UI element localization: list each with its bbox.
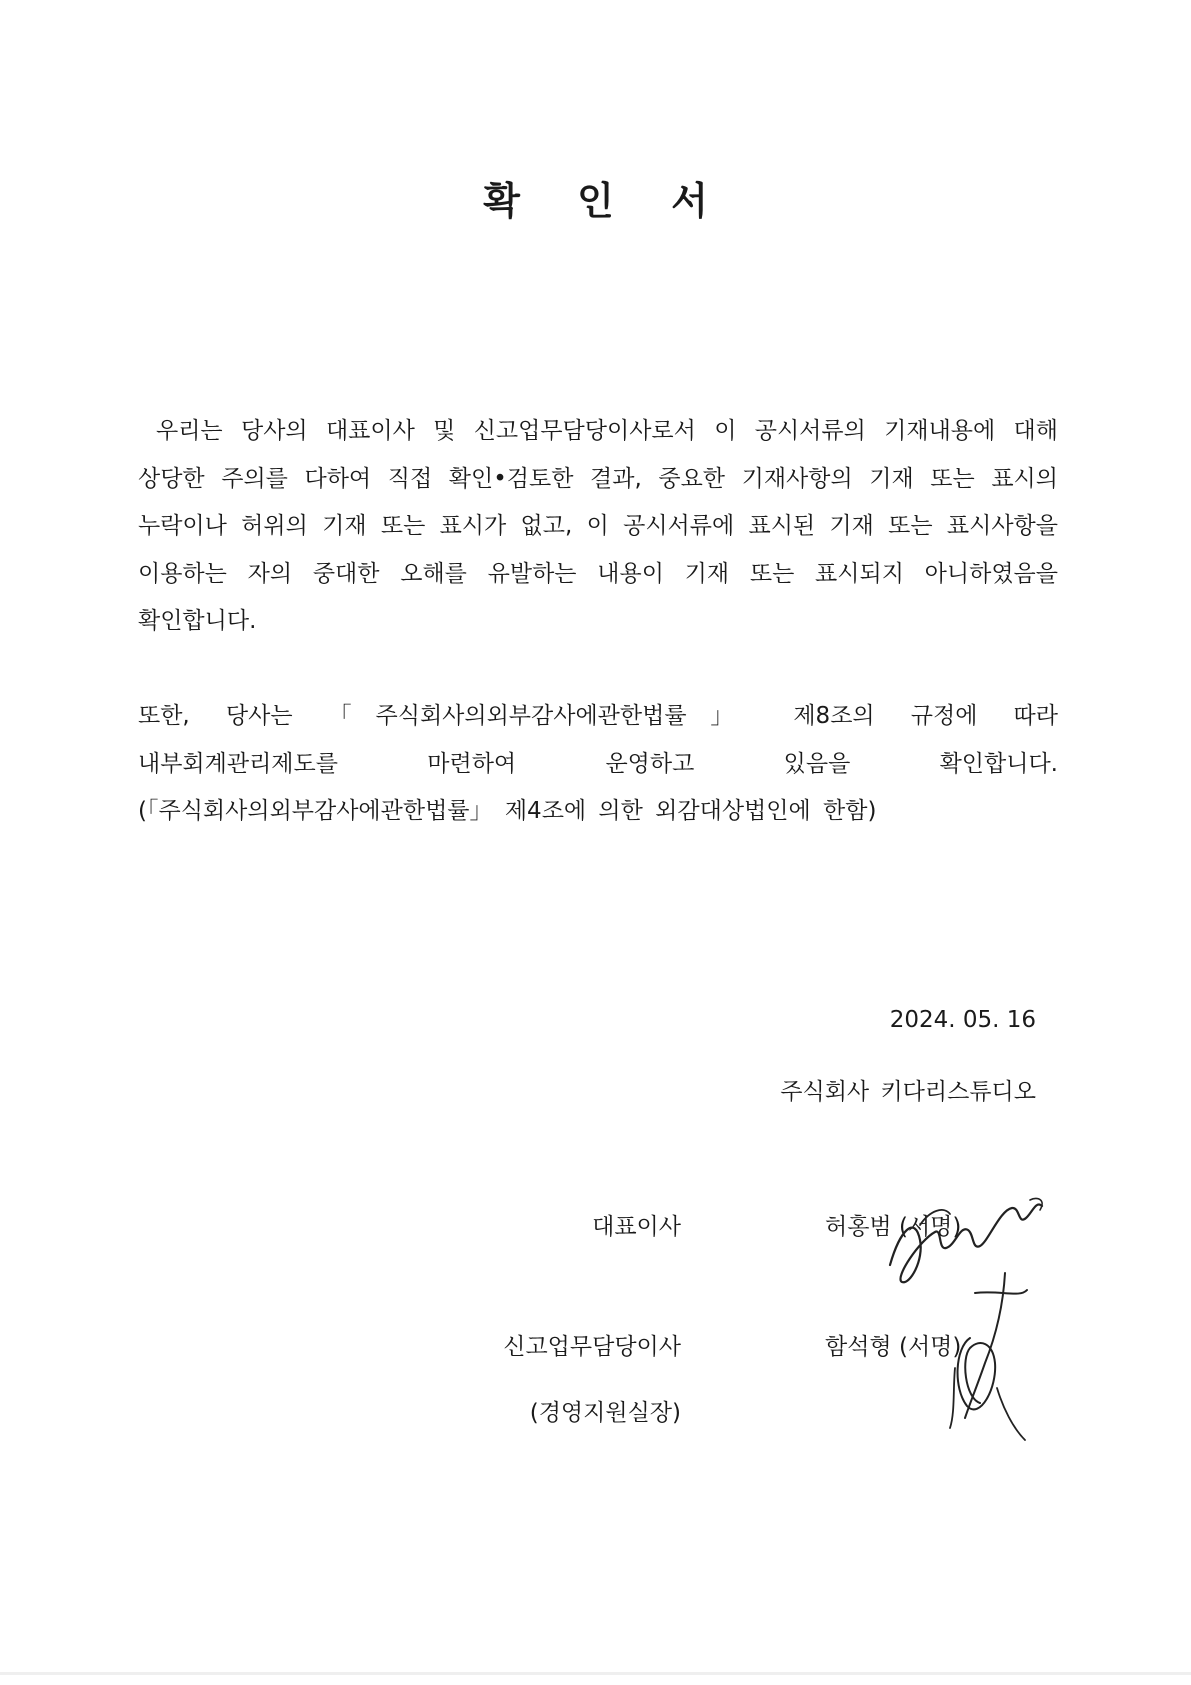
reporting-director-name: 함석형 (서명) — [825, 1334, 962, 1360]
ceo-role-label: 대표이사 — [592, 1214, 681, 1240]
document-title: 확 인 서 — [483, 179, 730, 223]
ceo-name: 허홍범 (서명) — [825, 1214, 962, 1240]
company-name: 주식회사 키다리스튜디오 — [780, 1079, 1036, 1105]
document-date: 2024. 05. 16 — [889, 1007, 1036, 1033]
page-bottom-edge — [0, 1672, 1191, 1675]
reporting-director-signature — [925, 1268, 1045, 1448]
confirmation-paragraph: 우리는 당사의 대표이사 및 신고업무담당이사로서 이 공시서류의 기재내용에 대해 상당한 주의를 다하여 직접 확인•검토한 결과, 중요한 기재사항의 기재 또는 표시의 누락이나 허위의 기재 또는 표시가 없고, 이 공시서류에 표시된 기재 또는 표시사항을 이용하는 자의 중대한 오해를 유발하는 내용이 기재 또는 표시되지 아니하였음을 확인합니다. — [138, 418, 1058, 634]
reporting-director-department: (경영지원실장) — [529, 1400, 681, 1426]
reporting-director-role-label: 신고업무담당이사 — [503, 1334, 681, 1360]
internal-control-paragraph: 또한, 당사는 「주식회사의외부감사에관한법률」 제8조의 규정에 따라 내부회계관리제도를 마련하여 운영하고 있음을 확인합니다.(「주식회사의외부감사에관한법률」 제4조에 의한 외감대상법인에 한함) — [138, 703, 1058, 824]
